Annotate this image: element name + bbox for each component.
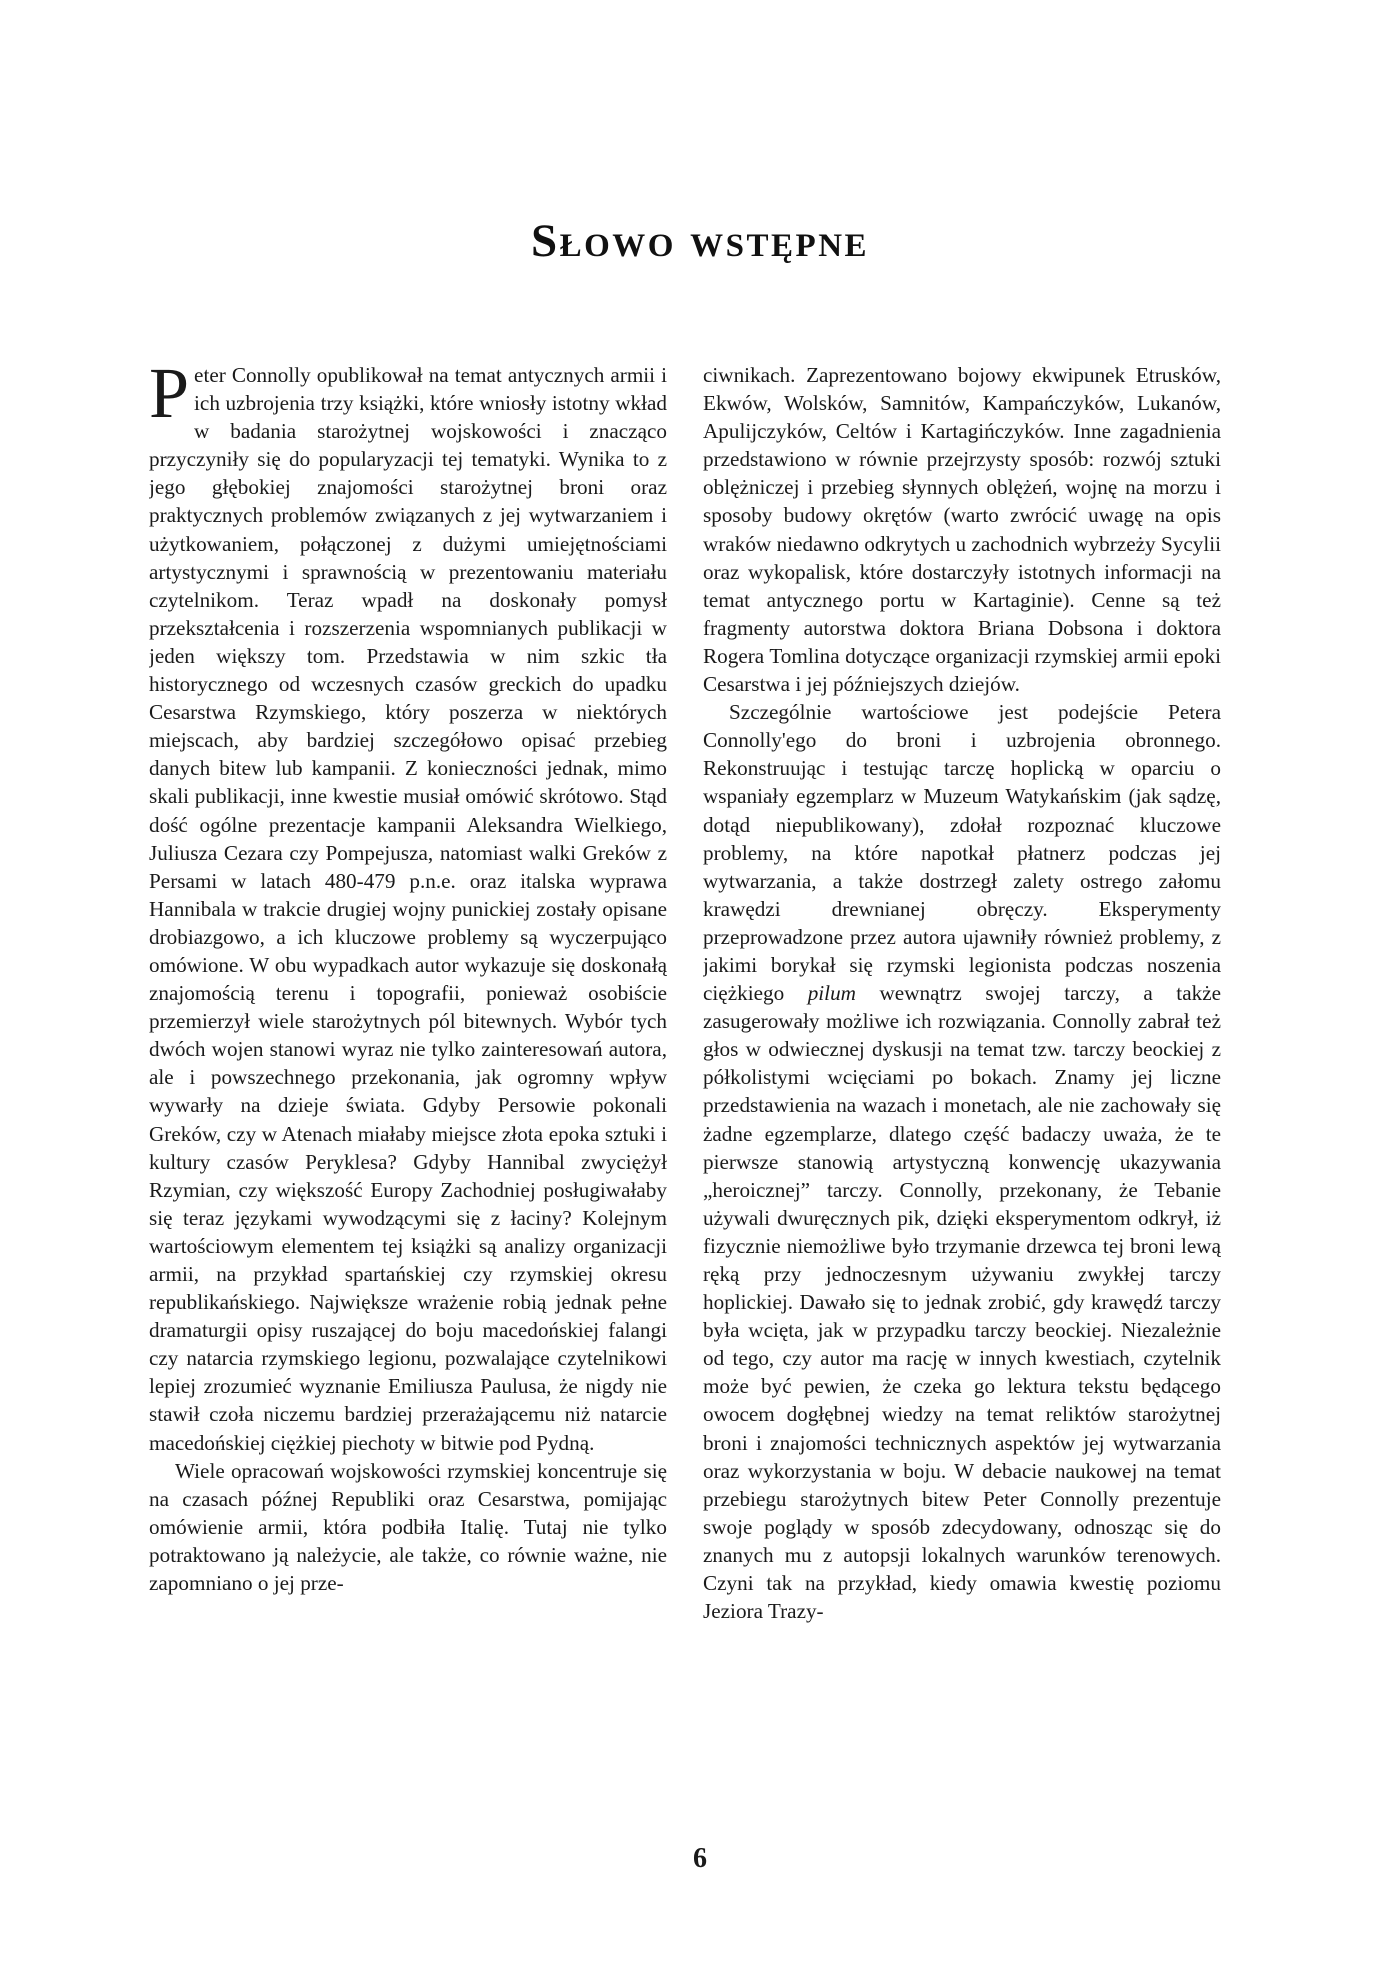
text-column-right [703,361,1221,1781]
paragraph-3 [703,698,1221,1625]
paragraph-3-text-a: Szczególnie wartościowe jest podejście Petera Connolly'ego do broni i uzbrojenia obronnego. Rekonstruując i testując tarczę hoplicką w oparciu o wspaniały egzemplarz w Muzeum Watykańskim (jak sądzę, dotąd niepublikowany), zdołał rozpoznać kluczowe problemy, na które napotkał płatnerz podczas jej wytwarzania, a także dostrzegł zalety ostrego załomu krawędzi drewnianej obręczy. Eksperymenty przeprowadzone przez autora ujawniły również problemy, z jakimi borykał się rzymski legionista podczas noszenia ciężkiego [703,700,1221,1006]
paragraph-1 [149,361,667,1457]
page-number: 6 [693,1843,707,1874]
page-title: Słowo wstępne [530,215,870,267]
drop-cap: P [149,361,190,433]
italic-term: pilum [807,981,856,1006]
paragraph-2-end: ciwnikach. Zaprezentowano bojowy ekwipunek Etrusków, Ekwów, Wolsków, Samnitów, Kampańczyków, Lukanów, Apulijczyków, Celtów i Kartagińczyków. Inne zagadnienia przedstawiono w równie przejrzysty sposób: rozwój sztuki oblężniczej i przebieg słynnych oblężeń, wojnę na morzu i sposoby budowy okrętów (warto zwrócić uwagę na opis wraków niedawno odkrytych u zachodnich wybrzeży Sycylii oraz wykopalisk, które dostarczyły istotnych informacji na temat antycznego portu w Kartaginie). Cenne są też fragmenty autorstwa doktora Briana Dobsona i doktora Rogera Tomlina dotyczące organizacji rzymskiej armii epoki Cesarstwa i jej późniejszych dziejów. [703,363,1221,697]
paragraph-2-start: Wiele opracowań wojskowości rzymskiej koncentruje się na czasach późnej Republiki oraz Cesarstwa, pomijając omówienie armii, która podbiła Italię. Tutaj nie tylko potraktowano ją należycie, ale także, co równie ważne, nie zapomniano o jej prze- [149,1458,667,1596]
paragraph-1-text: eter Connolly opublikował na temat antycznych armii i ich uzbrojenia trzy książki, które wniosły istotny wkład w badania starożytnej wojskowości i znacząco przyczyniły się do popularyzacji tej tematyki. Wynika to z jego głębokiej znajomości starożytnej broni oraz praktycznych problemów związanych z jej wytwarzaniem i użytkowaniem, połączonej z dużymi umiejętnościami artystycznymi i sprawnością w prezentowaniu materiału czytelnikom. Teraz wpadł na doskonały pomysł przekształcenia i rozszerzenia wspomnianych publikacji w jeden większy tom. Przedstawia w nim szkic tła historycznego od wczesnych czasów greckich do upadku Cesarstwa Rzymskiego, który poszerza w niektórych miejscach, aby bardziej szczegółowo opisać przebieg danych bitew lub kampanii. Z konieczności jednak, mimo skali publikacji, inne kwestie musiał omówić skrótowo. Stąd dość ogólne prezentacje kampanii Aleksandra Wielkiego, Juliusza Cezara czy Pompejusza, natomiast walki Greków z Persami w latach 480-479 p.n.e. oraz italska wyprawa Hannibala w trakcie drugiej wojny punickiej zostały opisane drobiazgowo, a ich kluczowe problemy są wyczerpująco omówione. W obu wypadkach autor wykazuje się doskonałą znajomością terenu i topografii, ponieważ osobiście przemierzył wiele starożytnych pól bitewnych. Wybór tych dwóch wojen stanowi wyraz nie tylko zainteresowań autora, ale i powszechnego przekonania, jak ogromny wpływ wywarły na dzieje świata. Gdyby Persowie pokonali Greków, czy w Atenach miałaby miejsce złota epoka sztuki i kultury czasów Peryklesa? Gdyby Hannibal zwyciężył Rzymian, czy większość Europy Zachodniej posługiwałaby się teraz językami wywodzącymi się z łaciny? Kolejnym wartościowym elementem tej książki są analizy organizacji armii, na przykład spartańskiej czy rzymskiej okresu republikańskiego. Największe wrażenie robią jednak pełne dramaturgii opisy ruszającej do boju macedońskiej falangi czy natarcia rzymskiego legionu, pozwalające czytelnikowi lepiej zrozumieć wyznanie Emiliusza Paulusa, że nigdy nie stawił czoła niczemu bardziej przerażającemu niż natarcie macedońskiej ciężkiej piechoty w bitwie pod Pydną. [149,363,667,1455]
text-column-left [149,361,667,1781]
paragraph-3-text-b: wewnątrz swojej tarczy, a także zasugerowały możliwe ich rozwiązania. Connolly zabrał też głos w odwiecznej dyskusji na temat tzw. tarczy beockiej z półkolistymi wcięciami po bokach. Znamy jej liczne przedstawienia na wazach i monetach, ale nie zachowały się żadne egzemplarze, dlatego część badaczy uważa, że te pierwsze stanowią artystyczną konwencję ukazywania „heroicznej” tarczy. Connolly, przekonany, że Tebanie używali dwuręcznych pik, dzięki eksperymentom odkrył, iż fizycznie niemożliwe było trzymanie drzewca tej broni lewą ręką przy jednoczesnym używaniu zwykłej tarczy hoplickiej. Dawało się to jednak zrobić, gdy krawędź tarczy była wcięta, jak w przypadku tarczy beockiej. Niezależnie od tego, czy autor ma rację w innych kwestiach, czytelnik może być pewien, że czeka go lektura tekstu będącego owocem dogłębnej wiedzy na temat reliktów starożytnej broni i znajomości technicznych aspektów jej wytwarzania oraz wykorzystania w boju. W debacie naukowej na temat przebiegu starożytnych bitew Peter Connolly prezentuje swoje poglądy w sposób zdecydowany, odnosząc się do znanych mu z autopsji lokalnych warunków terenowych. Czyni tak na przykład, kiedy omawia kwestię poziomu Jeziora Trazy- [703,981,1221,1624]
